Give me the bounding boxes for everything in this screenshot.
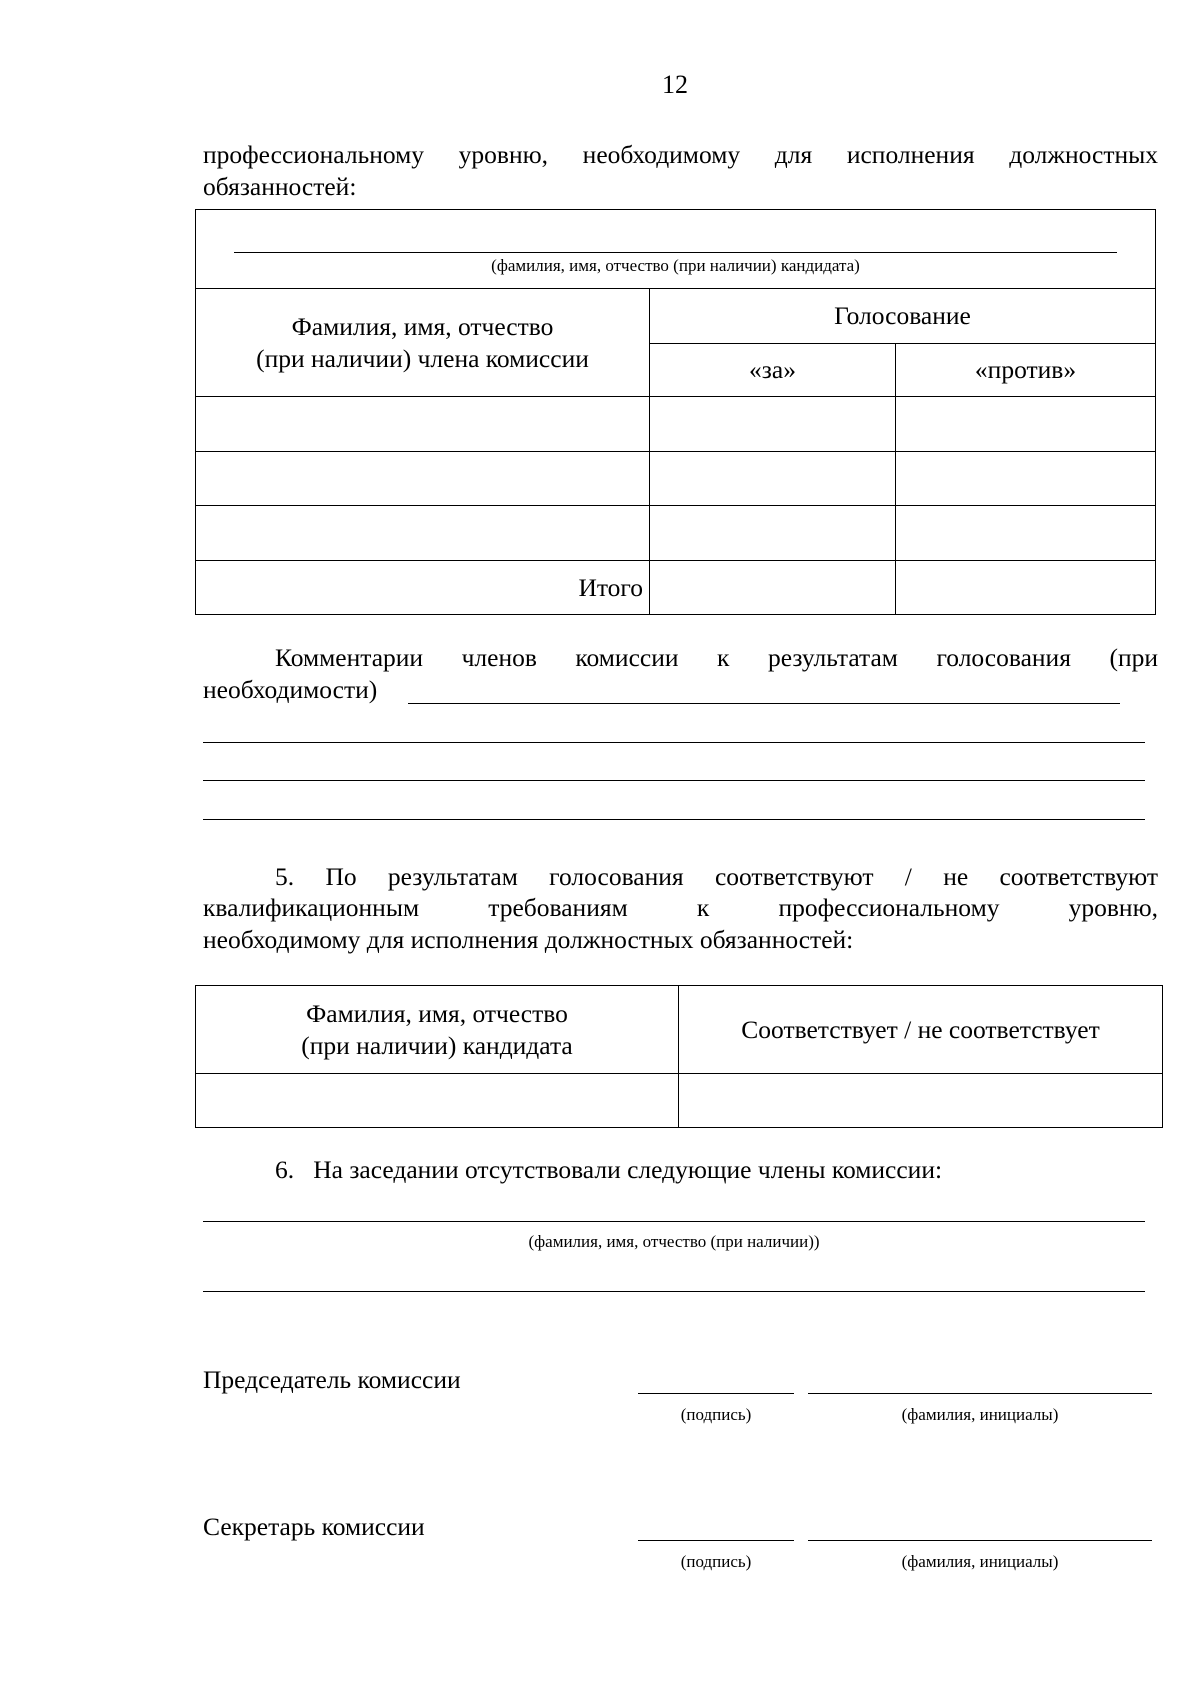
secretary-name-caption: (фамилия, инициалы) [901,1552,1059,1571]
for-cell[interactable] [650,506,896,561]
secretary-label: Секретарь комиссии [203,1512,425,1541]
chairman-signature-line[interactable] [638,1393,794,1394]
candidate-name-cell[interactable] [196,1074,679,1128]
comments-line-2: необходимости) [203,675,378,704]
result-cell[interactable] [679,1074,1163,1128]
secretary-signature-line[interactable] [638,1540,794,1541]
total-against-cell[interactable] [896,561,1156,615]
comments-answer-line[interactable] [408,703,1120,704]
member-name-cell[interactable] [196,397,650,452]
chairman-name-line[interactable] [808,1393,1152,1394]
against-header: «против» [896,344,1156,397]
against-cell[interactable] [896,397,1156,452]
candidate-header-line-1: Фамилия, имя, отчество [306,998,568,1028]
result-table [195,985,1163,1128]
result-header: Соответствует / не соответствует [679,986,1163,1074]
total-label: Итого [196,561,650,615]
absent-members-line[interactable] [203,1291,1145,1292]
candidate-name-caption: (фамилия, имя, отчество (при наличии) кандидата) [491,256,860,275]
member-name-cell[interactable] [196,452,650,506]
candidate-header-line-2: (при наличии) кандидата [301,1030,573,1060]
total-for-cell[interactable] [650,561,896,615]
item6-text: 6. На заседании отсутствовали следующие члены комиссии: [275,1155,943,1184]
item5-line-3: необходимому для исполнения должностных обязанностей: [203,925,854,954]
chairman-signature-caption: (подпись) [680,1405,752,1424]
comments-line-1: Комментарии членов комиссии к результатам голосования (при [275,643,1158,672]
for-cell[interactable] [650,452,896,506]
voting-table [195,209,1156,615]
chairman-name-caption: (фамилия, инициалы) [901,1405,1059,1424]
member-header-line-1: Фамилия, имя, отчество [291,311,554,341]
secretary-signature-caption: (подпись) [680,1552,752,1571]
candidate-header [196,986,679,1074]
intro-line-1: профессиональному уровню, необходимому для исполнения должностных [203,140,1158,169]
comments-line[interactable] [203,819,1145,820]
for-cell[interactable] [650,397,896,452]
against-cell[interactable] [896,452,1156,506]
secretary-name-line[interactable] [808,1540,1152,1541]
comments-line[interactable] [203,742,1145,743]
candidate-name-line [234,252,1117,253]
item5-line-1: 5. По результатам голосования соответствуют / не соответствуют [275,862,1158,891]
voting-header: Голосование [650,289,1156,344]
member-header-line-2: (при наличии) члена комиссии [256,343,589,373]
member-name-cell[interactable] [196,506,650,561]
member-name-header [196,289,650,397]
for-header: «за» [650,344,896,397]
chairman-label: Председатель комиссии [203,1365,461,1394]
absent-members-line[interactable] [203,1221,1145,1222]
item5-line-2: квалификационным требованиям к профессиональному уровню, [203,893,1158,922]
absent-members-caption: (фамилия, имя, отчество (при наличии)) [528,1232,820,1251]
candidate-name-cell [196,210,1156,289]
intro-line-2: обязанностей: [203,172,357,201]
against-cell[interactable] [896,506,1156,561]
page-number: 12 [662,70,688,99]
comments-line[interactable] [203,780,1145,781]
